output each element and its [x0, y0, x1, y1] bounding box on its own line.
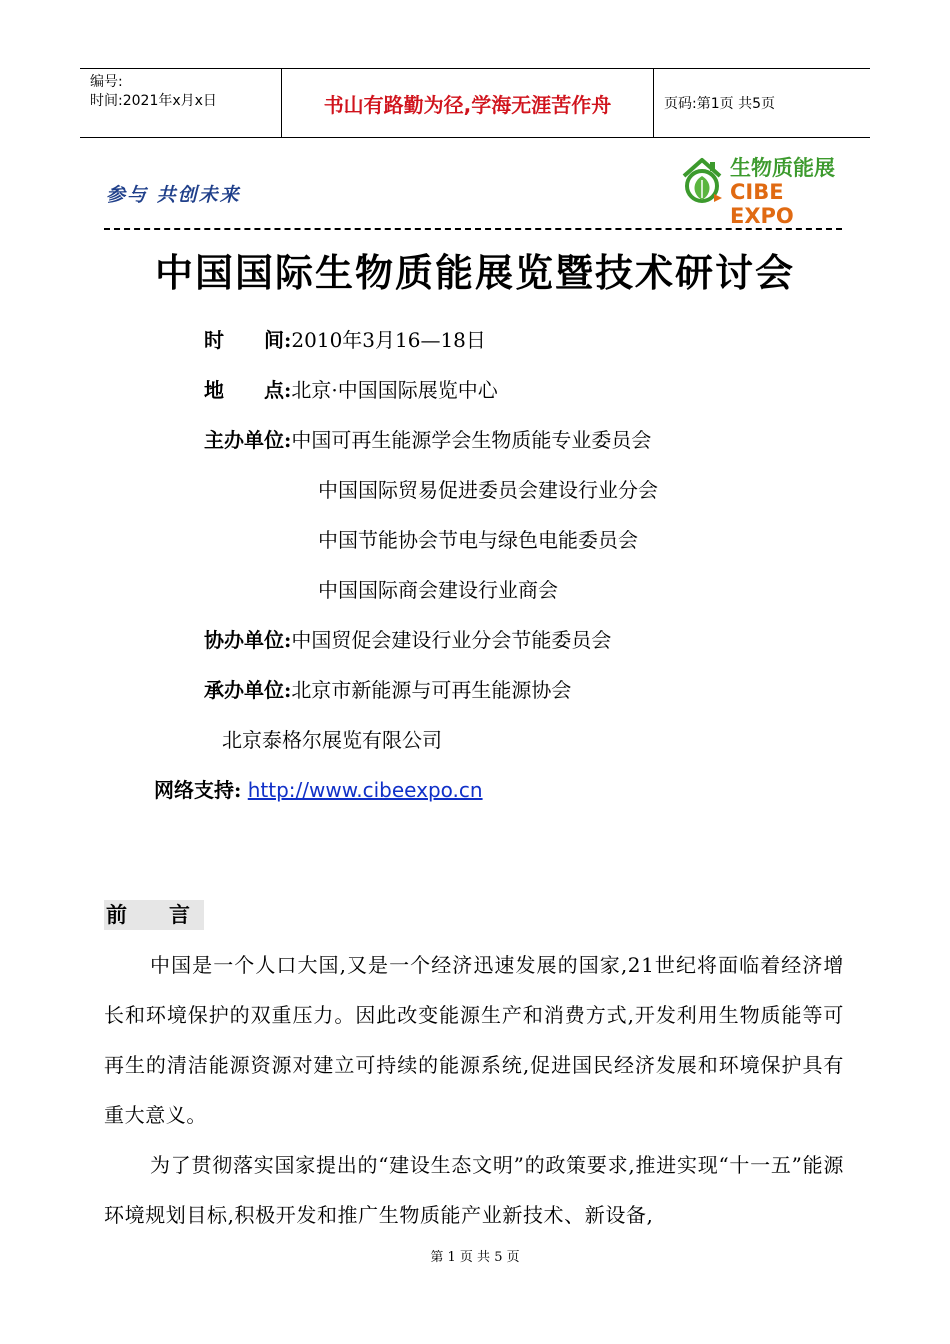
website-link[interactable]: http://www.cibeexpo.cn	[247, 778, 483, 802]
info-web	[154, 776, 483, 804]
header-page-info: 页码:第1页 共5页	[664, 96, 775, 112]
slogan: 参与 共创未来	[106, 184, 241, 206]
time-label: 时间:2021年x月x日	[90, 93, 217, 109]
preface-paragraph-2: 为了贯彻落实国家提出的“建设生态文明”的政策要求,推进实现“十一五”能源环境规划目标,积极开发和推广生物质能产业新技术、新设备,	[104, 1153, 844, 1227]
web-label: 网络支持:	[154, 778, 242, 802]
info-host	[204, 426, 651, 454]
time-label: 时 间:	[204, 328, 292, 352]
time-value: 2010年3月16—18日	[291, 328, 486, 352]
logo-english-text: CIBE EXPO	[730, 180, 794, 228]
host-value: 中国可再生能源学会生物质能专业委员会	[291, 428, 652, 452]
host-value: 中国节能协会节电与绿色电能委员会	[318, 528, 638, 552]
preface-paragraph-1: 中国是一个人口大国,又是一个经济迅速发展的国家,21世纪将面临着经济增长和环境保护的双重压力。因此改变能源生产和消费方式,开发利用生物质能等可再生的清洁能源资源对建立可持续的能源系统,促进国民经济发展和环境保护具有重大意义。	[104, 953, 844, 1127]
logo-chinese-text: 生物质能展	[730, 156, 835, 180]
info-time	[204, 326, 486, 354]
page-footer: 第 1 页 共 5 页	[430, 1250, 520, 1265]
cibe-expo-logo	[678, 152, 848, 228]
house-leaf-icon	[678, 154, 726, 206]
preface-heading: 前 言	[104, 900, 204, 930]
organizer-value: 北京市新能源与可再生能源协会	[291, 678, 572, 702]
header-table	[80, 68, 870, 138]
organizer-label: 承办单位:	[204, 678, 292, 702]
place-label: 地 点:	[204, 378, 292, 402]
info-co-organizer	[204, 626, 611, 654]
host-value: 中国国际贸易促进委员会建设行业分会	[318, 478, 658, 502]
dashed-divider	[104, 228, 842, 230]
co-organizer-label: 协办单位:	[204, 628, 292, 652]
host-value: 中国国际商会建设行业商会	[318, 578, 558, 602]
host-label: 主办单位:	[204, 428, 292, 452]
page-title: 中国国际生物质能展览暨技术研讨会	[154, 250, 795, 295]
number-label: 编号:	[90, 74, 123, 90]
info-place	[204, 376, 498, 404]
organizer-value: 北京泰格尔展览有限公司	[222, 728, 442, 752]
header-meta	[80, 69, 282, 137]
place-value: 北京·中国国际展览中心	[291, 378, 498, 402]
co-organizer-value: 中国贸促会建设行业分会节能委员会	[291, 628, 612, 652]
info-organizer	[204, 676, 571, 704]
header-motto: 书山有路勤为径,学海无涯苦作舟	[282, 69, 654, 137]
